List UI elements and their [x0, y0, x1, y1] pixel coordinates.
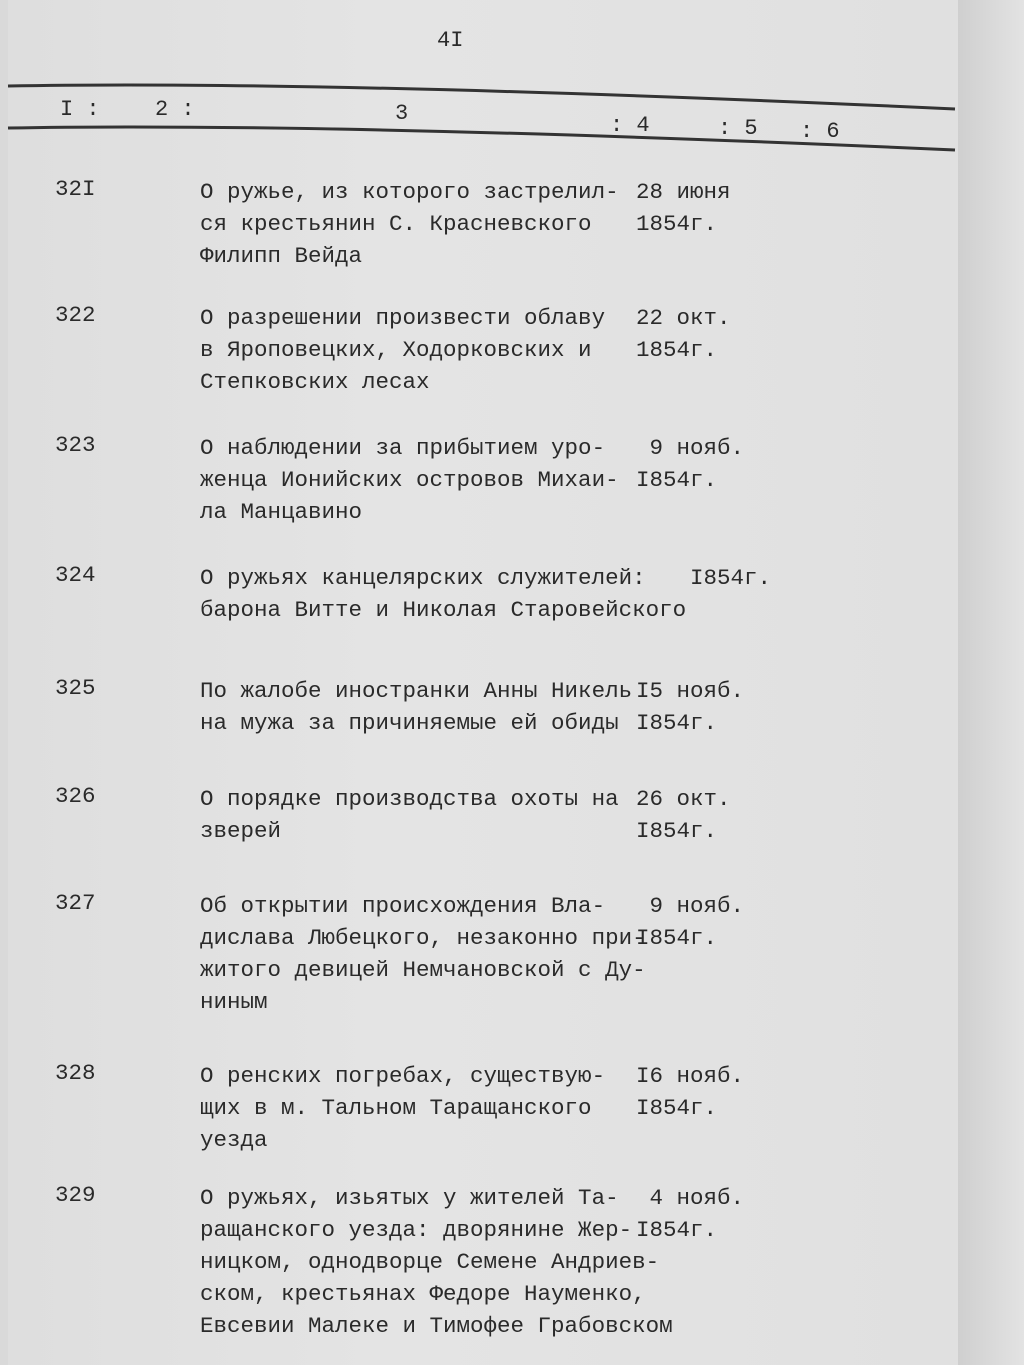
header-col3: 3	[395, 101, 409, 126]
entry-date: 22 окт. 1854г.	[636, 305, 731, 363]
entry-date: I5 нояб. I854г.	[636, 678, 745, 736]
entry-number: 322	[55, 302, 96, 328]
table-header-rules	[0, 0, 1024, 200]
header-top-rule	[8, 85, 955, 109]
header-col6: : 6	[800, 119, 840, 144]
entry-date: 9 нояб. I854г.	[636, 435, 745, 493]
header-col2: 2 :	[155, 97, 195, 122]
entry-description: По жалобе иностранки Анны Никель на мужа за причиняемые ей обиды	[200, 678, 633, 736]
entry-date: 28 июня 1854г.	[636, 179, 731, 237]
entry-description: О ружье, из которого застрелил- ся крестьянин С. Красневского Филипп Вейда	[200, 179, 619, 269]
entry-number: 328	[55, 1060, 96, 1086]
entry-date: 26 окт. I854г.	[636, 786, 731, 844]
entry-date: I6 нояб. I854г.	[636, 1063, 745, 1121]
entry-description: Об открытии происхождения Вла- дислава Любецкого, незаконно при- житого девицей Немчановской с Ду- ниным	[200, 893, 646, 1015]
header-col4: : 4	[610, 113, 650, 138]
page-number: 4I	[437, 28, 464, 53]
header-col1: I :	[60, 97, 100, 122]
entry-number: 32I	[55, 176, 96, 202]
entry-description: О разрешении произвести облаву в Яроповецких, Ходорковских и Степковских лесах	[200, 305, 606, 395]
page-edge	[958, 0, 1024, 1365]
entry-number: 329	[55, 1182, 96, 1208]
entry-date: I854г.	[636, 565, 772, 591]
entry-description: О ружьях, изьятых у жителей Та- ращанского уезда: дворянине Жер- ницком, однодворце Семене Андриев- ском, крестьянах Федоре Науменко, Евсевии Малеке и Тимофее Грабовском	[200, 1185, 673, 1339]
entry-description: О ружьях канцелярских служителей: барона Витте и Николая Старовейского	[200, 565, 687, 623]
entry-description: О наблюдении за прибытием уро- женца Ионийских островов Михаи- ла Манцавино	[200, 435, 619, 525]
entry-number: 327	[55, 890, 96, 916]
entry-description: О ренских погребах, существую- щих в м. Тальном Таращанского уезда	[200, 1063, 606, 1153]
entry-number: 324	[55, 562, 96, 588]
entry-date: 4 нояб. I854г.	[636, 1185, 745, 1243]
entry-number: 325	[55, 675, 96, 701]
entry-description: О порядке производства охоты на зверей	[200, 786, 619, 844]
header-col5: : 5	[718, 116, 758, 141]
entry-number: 323	[55, 432, 96, 458]
entry-date: 9 нояб. I854г.	[636, 893, 745, 951]
entry-number: 326	[55, 783, 96, 809]
